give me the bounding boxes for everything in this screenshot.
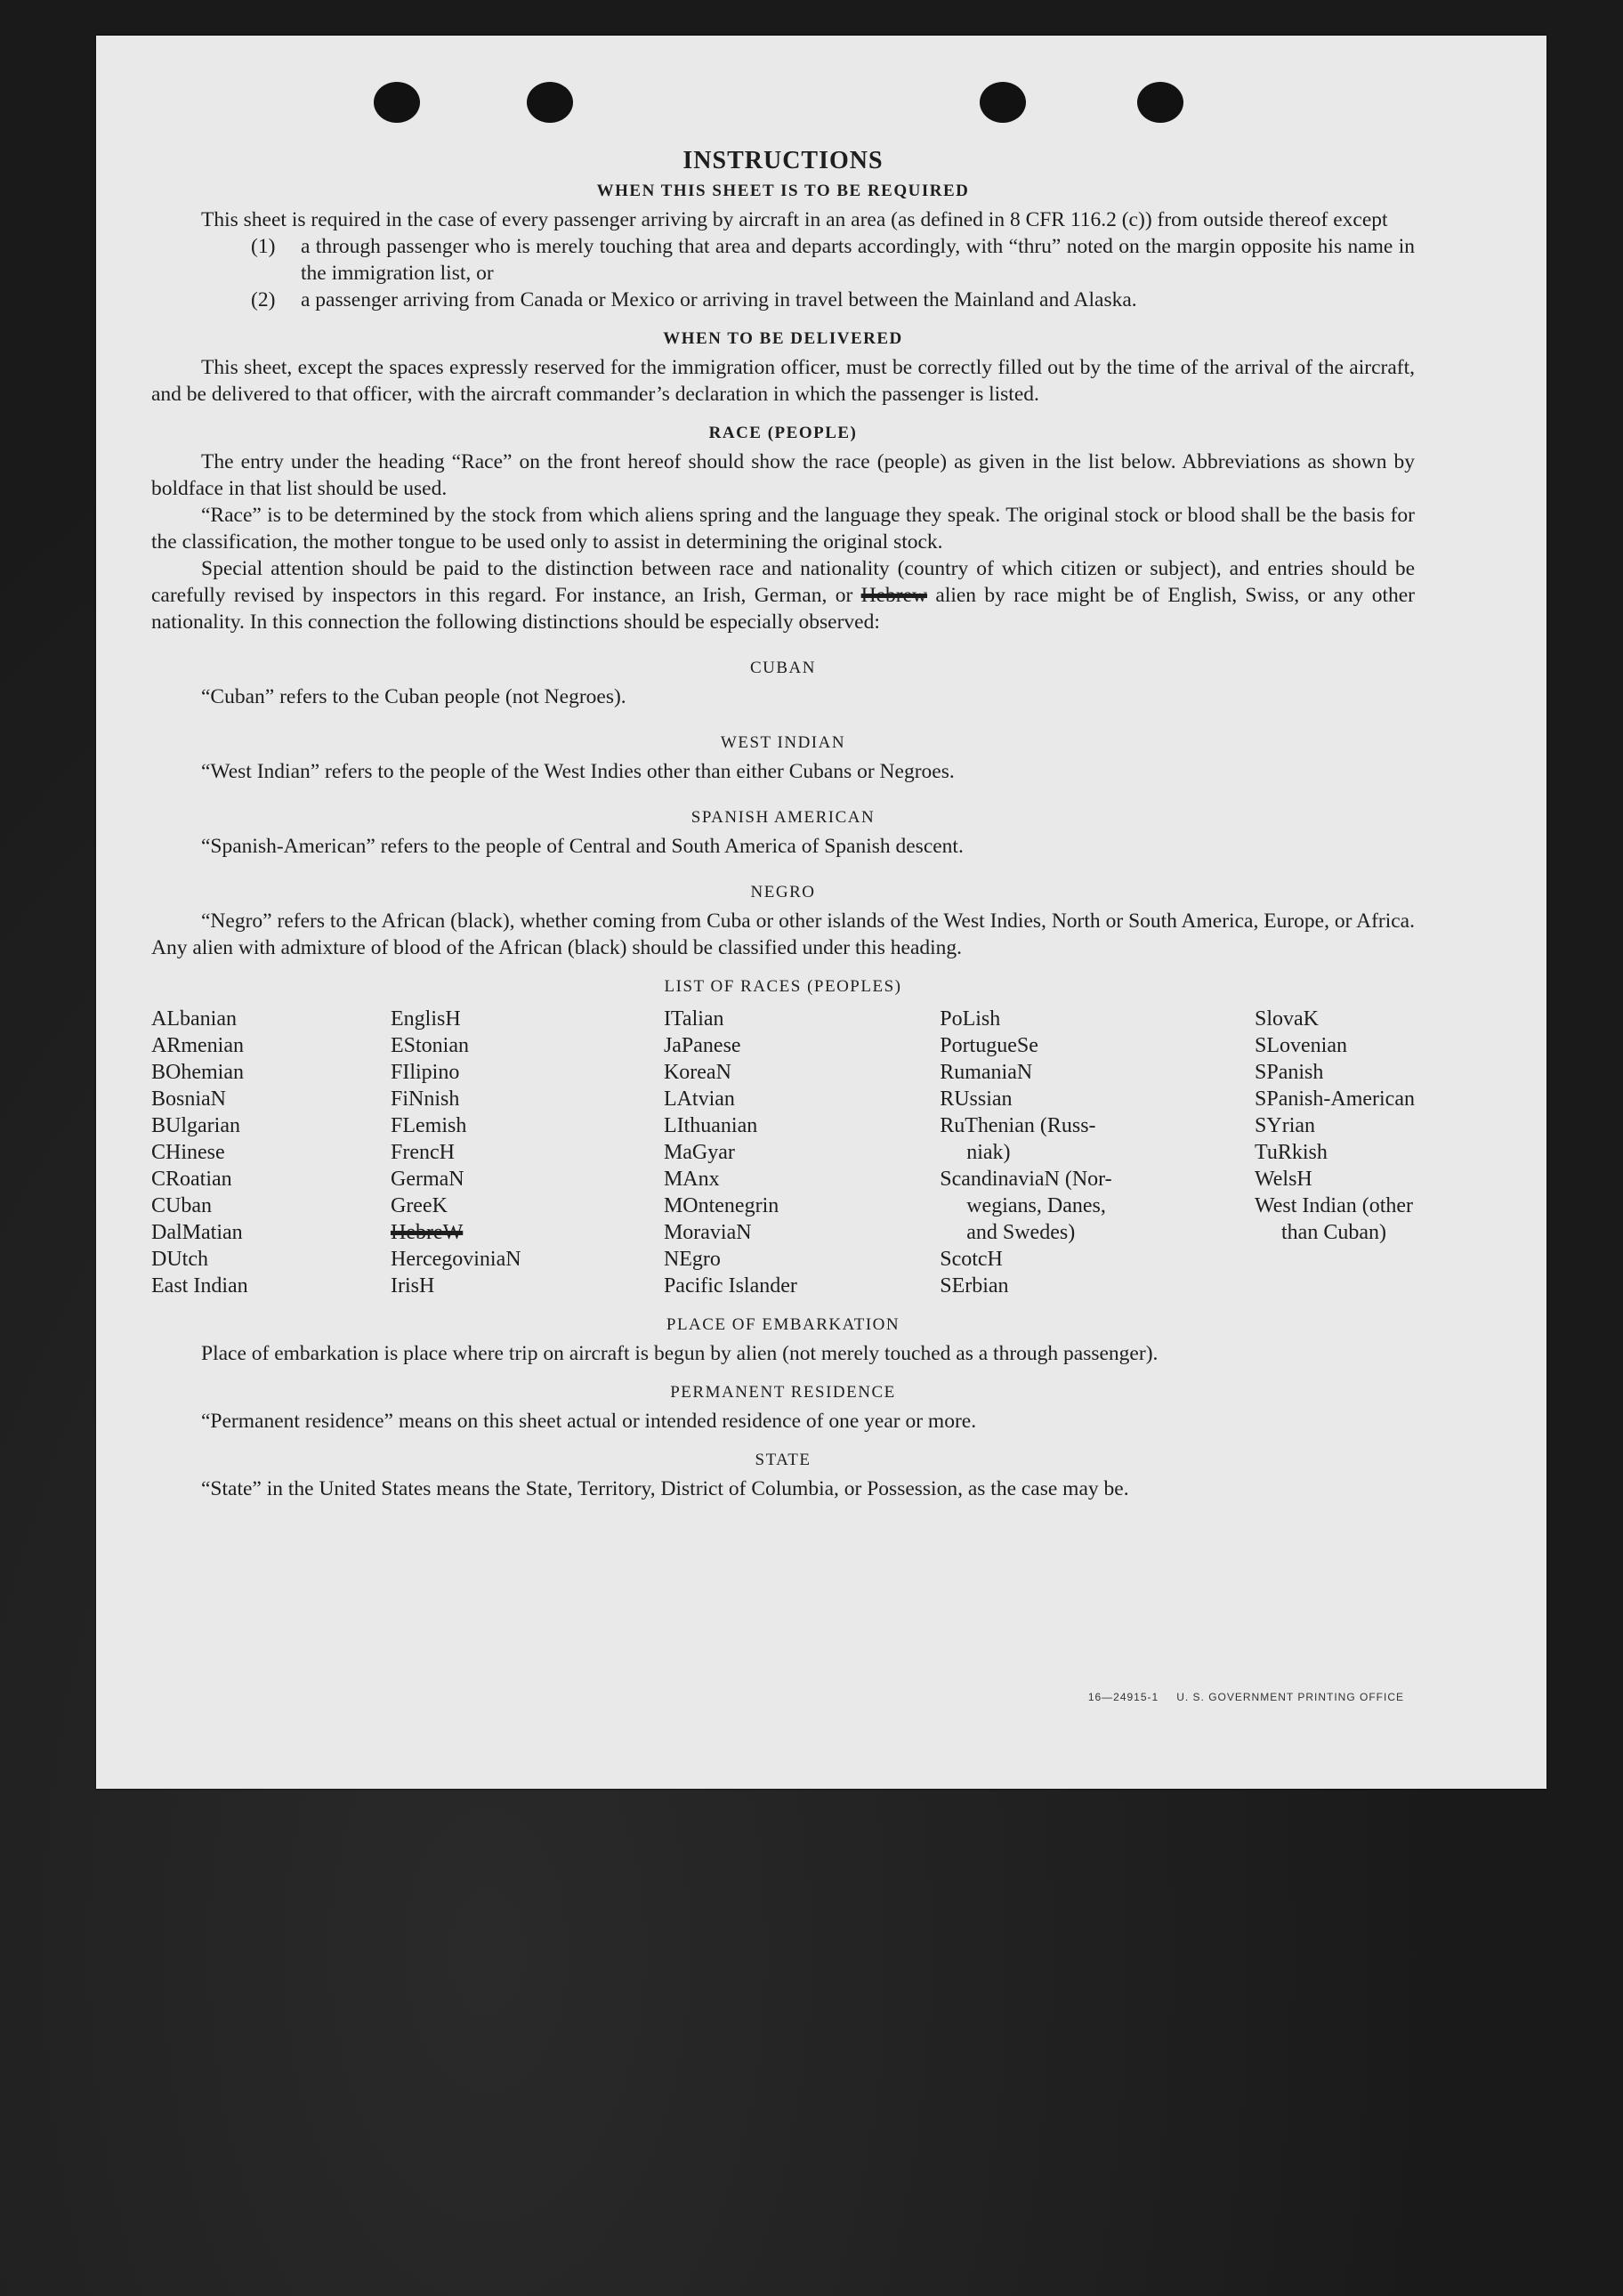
race-entry: DalMatian: [151, 1221, 243, 1244]
struck-word: Hebrew: [860, 584, 928, 607]
race-entry: MaGyar: [663, 1141, 735, 1164]
race-entry: KoreaN: [663, 1061, 731, 1084]
race-entry: HebreW: [390, 1221, 464, 1244]
race-entry: BosniaN: [151, 1087, 226, 1111]
race-entry: and Swedes): [966, 1221, 1076, 1244]
race-entry: CHinese: [151, 1141, 225, 1164]
negro-text: “Negro” refers to the African (black), whether coming from Cuba or other islands of the West Indies, North or South America, Europe, or Africa. Any alien with admixture of blood of the African (black) should be classified under this heading.: [151, 910, 1415, 959]
section-heading-race: RACE (PEOPLE): [708, 424, 858, 442]
page-title: INSTRUCTIONS: [682, 147, 884, 174]
clause-number: (2): [251, 288, 276, 311]
race-entry: SLovenian: [1255, 1034, 1347, 1057]
punch-hole: [1137, 82, 1183, 123]
race-entry: FiNnish: [390, 1087, 460, 1111]
race-entry: BOhemian: [151, 1061, 244, 1084]
race-entry: ALbanian: [151, 1007, 237, 1031]
clause-2: [251, 287, 1415, 313]
race-entry: TuRkish: [1255, 1141, 1328, 1164]
section-heading-embarkation: PLACE OF EMBARKATION: [666, 1315, 900, 1334]
race-list: [151, 1006, 1415, 1299]
section-heading-west-indian: WEST INDIAN: [720, 733, 846, 752]
race-entry: GreeK: [390, 1194, 448, 1217]
race-entry: ScotcH: [940, 1248, 1003, 1271]
race-entry: SYrian: [1255, 1114, 1316, 1137]
section-heading-spanish-american: SPANISH AMERICAN: [690, 808, 876, 827]
clause-1: [251, 233, 1415, 287]
required-intro: This sheet is required in the case of every passenger arriving by aircraft in an area (as defined in 8 CFR 116.2 (c)) from outside thereof except: [201, 208, 1388, 231]
punch-hole: [980, 82, 1026, 123]
section-heading-required: WHEN THIS SHEET IS TO BE REQUIRED: [596, 182, 970, 200]
state-text: “State” in the United States means the State, Territory, District of Columbia, or Possession, as the case may be.: [201, 1477, 1129, 1500]
race-entry: FrencH: [390, 1141, 455, 1164]
cuban-text: “Cuban” refers to the Cuban people (not Negroes).: [201, 685, 626, 708]
race-entry: LIthuanian: [663, 1114, 758, 1137]
race-entry: CRoatian: [151, 1168, 232, 1191]
race-entry: West Indian (other: [1255, 1194, 1414, 1217]
race-entry: EStonian: [390, 1034, 469, 1057]
race-entry: EnglisH: [390, 1007, 461, 1031]
clause-text: a passenger arriving from Canada or Mexico or arriving in travel between the Mainland and Alaska.: [301, 288, 1137, 311]
race-entry: NEgro: [663, 1248, 721, 1271]
race-entry: than Cuban): [1281, 1221, 1386, 1244]
delivered-text: This sheet, except the spaces expressly reserved for the immigration officer, must be correctly filled out by the time of the arrival of the aircraft, and be delivered to that officer, with the aircraft commander’s declaration in which the passenger is listed.: [151, 356, 1415, 406]
spanish-american-text: “Spanish-American” refers to the people of Central and South America of Spanish descent.: [201, 835, 964, 858]
race-p3-start: Special attention should be paid to the distinction between race and nationality (country of which citizen or subject), and entries should be carefully revised by inspectors in this regard. For instance, an Irish, German, or: [151, 557, 1415, 607]
race-entry: GermaN: [390, 1168, 464, 1191]
race-entry: East Indian: [151, 1274, 248, 1298]
race-entry: IrisH: [390, 1274, 435, 1298]
west-indian-text: “West Indian” refers to the people of the West Indies other than either Cubans or Negroes.: [201, 760, 955, 783]
clause-number: (1): [251, 235, 276, 258]
race-entry: WelsH: [1255, 1168, 1312, 1191]
race-entry: PoLish: [940, 1007, 1001, 1031]
race-p3-end: alien by race might be of English, Swiss, or any other nationality. In this connection the following distinctions should be especially observed:: [151, 584, 1416, 634]
printing-office: U. S. GOVERNMENT PRINTING OFFICE: [1176, 1691, 1404, 1703]
race-entry: wegians, Danes,: [966, 1194, 1106, 1217]
race-entry: niak): [966, 1141, 1011, 1164]
race-column-5: [1255, 1006, 1415, 1299]
race-entry: RUssian: [940, 1087, 1013, 1111]
race-entry: SPanish-American: [1255, 1087, 1415, 1111]
clause-text: a through passenger who is merely touching that area and departs accordingly, with “thru” noted on the margin opposite his name in the immigration list, or: [301, 235, 1415, 285]
race-entry: ARmenian: [151, 1034, 244, 1057]
section-heading-delivered: WHEN TO BE DELIVERED: [663, 329, 903, 348]
race-column-1: [151, 1006, 248, 1299]
sheet-content: [151, 142, 1415, 1502]
race-entry: BUlgarian: [151, 1114, 240, 1137]
race-entry: ITalian: [663, 1007, 724, 1031]
race-entry: CUban: [151, 1194, 212, 1217]
section-heading-races: LIST OF RACES (PEOPLES): [664, 977, 902, 996]
race-entry: MAnx: [663, 1168, 720, 1191]
race-column-2: [391, 1006, 521, 1299]
instruction-sheet: [96, 36, 1546, 1789]
residence-text: “Permanent residence” means on this sheet actual or intended residence of one year or more.: [201, 1410, 977, 1433]
race-entry: FLemish: [390, 1114, 467, 1137]
race-entry: SErbian: [940, 1274, 1009, 1298]
race-entry: FIlipino: [390, 1061, 460, 1084]
race-entry: LAtvian: [663, 1087, 735, 1111]
race-entry: SlovaK: [1255, 1007, 1320, 1031]
section-heading-state: STATE: [755, 1451, 812, 1469]
race-entry: MOntenegrin: [663, 1194, 779, 1217]
race-column-4: [940, 1006, 1111, 1299]
race-entry: JaPanese: [663, 1034, 741, 1057]
race-entry: RuThenian (Russ-: [940, 1114, 1096, 1137]
race-entry: SPanish: [1255, 1061, 1324, 1084]
section-heading-cuban: CUBAN: [749, 659, 816, 677]
race-entry: ScandinaviaN (Nor-: [940, 1168, 1112, 1191]
section-heading-negro: NEGRO: [750, 883, 816, 901]
punch-hole: [527, 82, 573, 123]
race-entry: RumaniaN: [940, 1061, 1033, 1084]
race-paragraph-1: The entry under the heading “Race” on the front hereof should show the race (people) as given in the list below. Abbreviations as shown by boldface in that list should be used.: [151, 450, 1415, 500]
section-heading-residence: PERMANENT RESIDENCE: [670, 1383, 896, 1402]
race-entry: MoraviaN: [663, 1221, 752, 1244]
race-entry: HercegoviniaN: [390, 1248, 521, 1271]
race-paragraph-3: [151, 555, 1415, 635]
embarkation-text: Place of embarkation is place where trip on aircraft is begun by alien (not merely touched as a through passenger).: [201, 1342, 1159, 1365]
form-code: 16—24915-1: [1087, 1691, 1159, 1703]
race-entry: PortugueSe: [940, 1034, 1038, 1057]
race-entry: Pacific Islander: [663, 1274, 797, 1298]
race-entry: DUtch: [151, 1248, 208, 1271]
race-column-3: [664, 1006, 797, 1299]
printer-imprint: [1070, 1691, 1404, 1703]
race-paragraph-2: “Race” is to be determined by the stock from which aliens spring and the language they speak. The original stock or blood shall be the basis for the classification, the mother tongue to be used only to assist in determining the original stock.: [151, 504, 1415, 554]
punch-hole: [374, 82, 420, 123]
